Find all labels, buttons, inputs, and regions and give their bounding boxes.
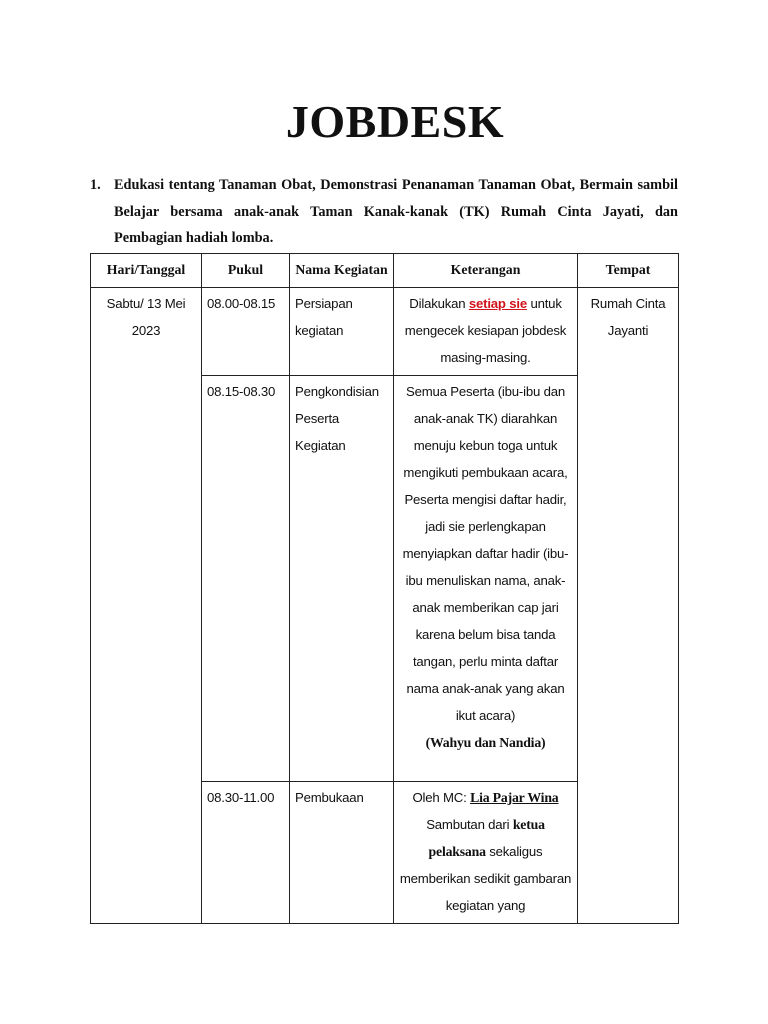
cell-description: [394, 782, 578, 924]
desc-text: Oleh MC:: [412, 790, 471, 805]
desc-pic: (Wahyu dan Nandia): [425, 735, 546, 750]
list-number: 1.: [90, 177, 101, 193]
header-hari-tanggal: Hari/Tanggal: [91, 254, 202, 288]
jobdesk-table: [90, 253, 679, 924]
desc-bold: ketua pelaksana: [428, 817, 545, 859]
desc-text: sekaligus memberikan sedikit gambaran kegiatan yang: [399, 844, 572, 913]
cell-description: [394, 288, 578, 376]
desc-text: Dilakukan: [409, 296, 469, 311]
list-item-1: [90, 172, 678, 252]
cell-activity: Pengkondisian Peserta Kegiatan: [290, 376, 394, 782]
header-pukul: Pukul: [202, 254, 290, 288]
cell-time: 08.30-11.00: [202, 782, 290, 924]
header-nama-kegiatan: Nama Kegiatan: [290, 254, 394, 288]
mc-name: Lia Pajar Wina: [470, 790, 559, 805]
table-row: [91, 288, 679, 376]
cell-time: 08.00-08.15: [202, 288, 290, 376]
desc-text: Sambutan dari: [426, 817, 513, 832]
desc-text: untuk mengecek kesiapan jobdesk masing-masing.: [404, 296, 567, 365]
desc-highlight: setiap sie: [468, 296, 527, 311]
cell-date: Sabtu/ 13 Mei 2023: [91, 288, 202, 924]
cell-activity: Pembukaan: [290, 782, 394, 924]
header-keterangan: Keterangan: [394, 254, 578, 288]
document-title: JOBDESK: [285, 96, 505, 147]
table-header-row: [91, 254, 679, 288]
list-item-text: Edukasi tentang Tanaman Obat, Demonstrasi Penanaman Tanaman Obat, Bermain sambil Belajar bersama anak-anak Taman Kanak-kanak (TK) Rumah Cinta Jayati, dan Pembagian hadiah lomba.: [114, 177, 678, 246]
cell-activity: Persiapan kegiatan: [290, 288, 394, 376]
desc-text: Semua Peserta (ibu-ibu dan anak-anak TK) diarahkan menuju kebun toga untuk mengikuti pembukaan acara, Peserta mengisi daftar hadir, jadi sie perlengkapan menyiapkan daftar hadir (ibu-ibu menuliskan nama, anak-anak memberikan cap jari karena belum bisa tanda tangan, perlu minta daftar nama anak-anak yang akan ikut acara): [402, 384, 569, 723]
cell-place: Rumah Cinta Jayanti: [578, 288, 679, 924]
cell-description: [394, 376, 578, 782]
header-tempat: Tempat: [578, 254, 679, 288]
cell-time: 08.15-08.30: [202, 376, 290, 782]
